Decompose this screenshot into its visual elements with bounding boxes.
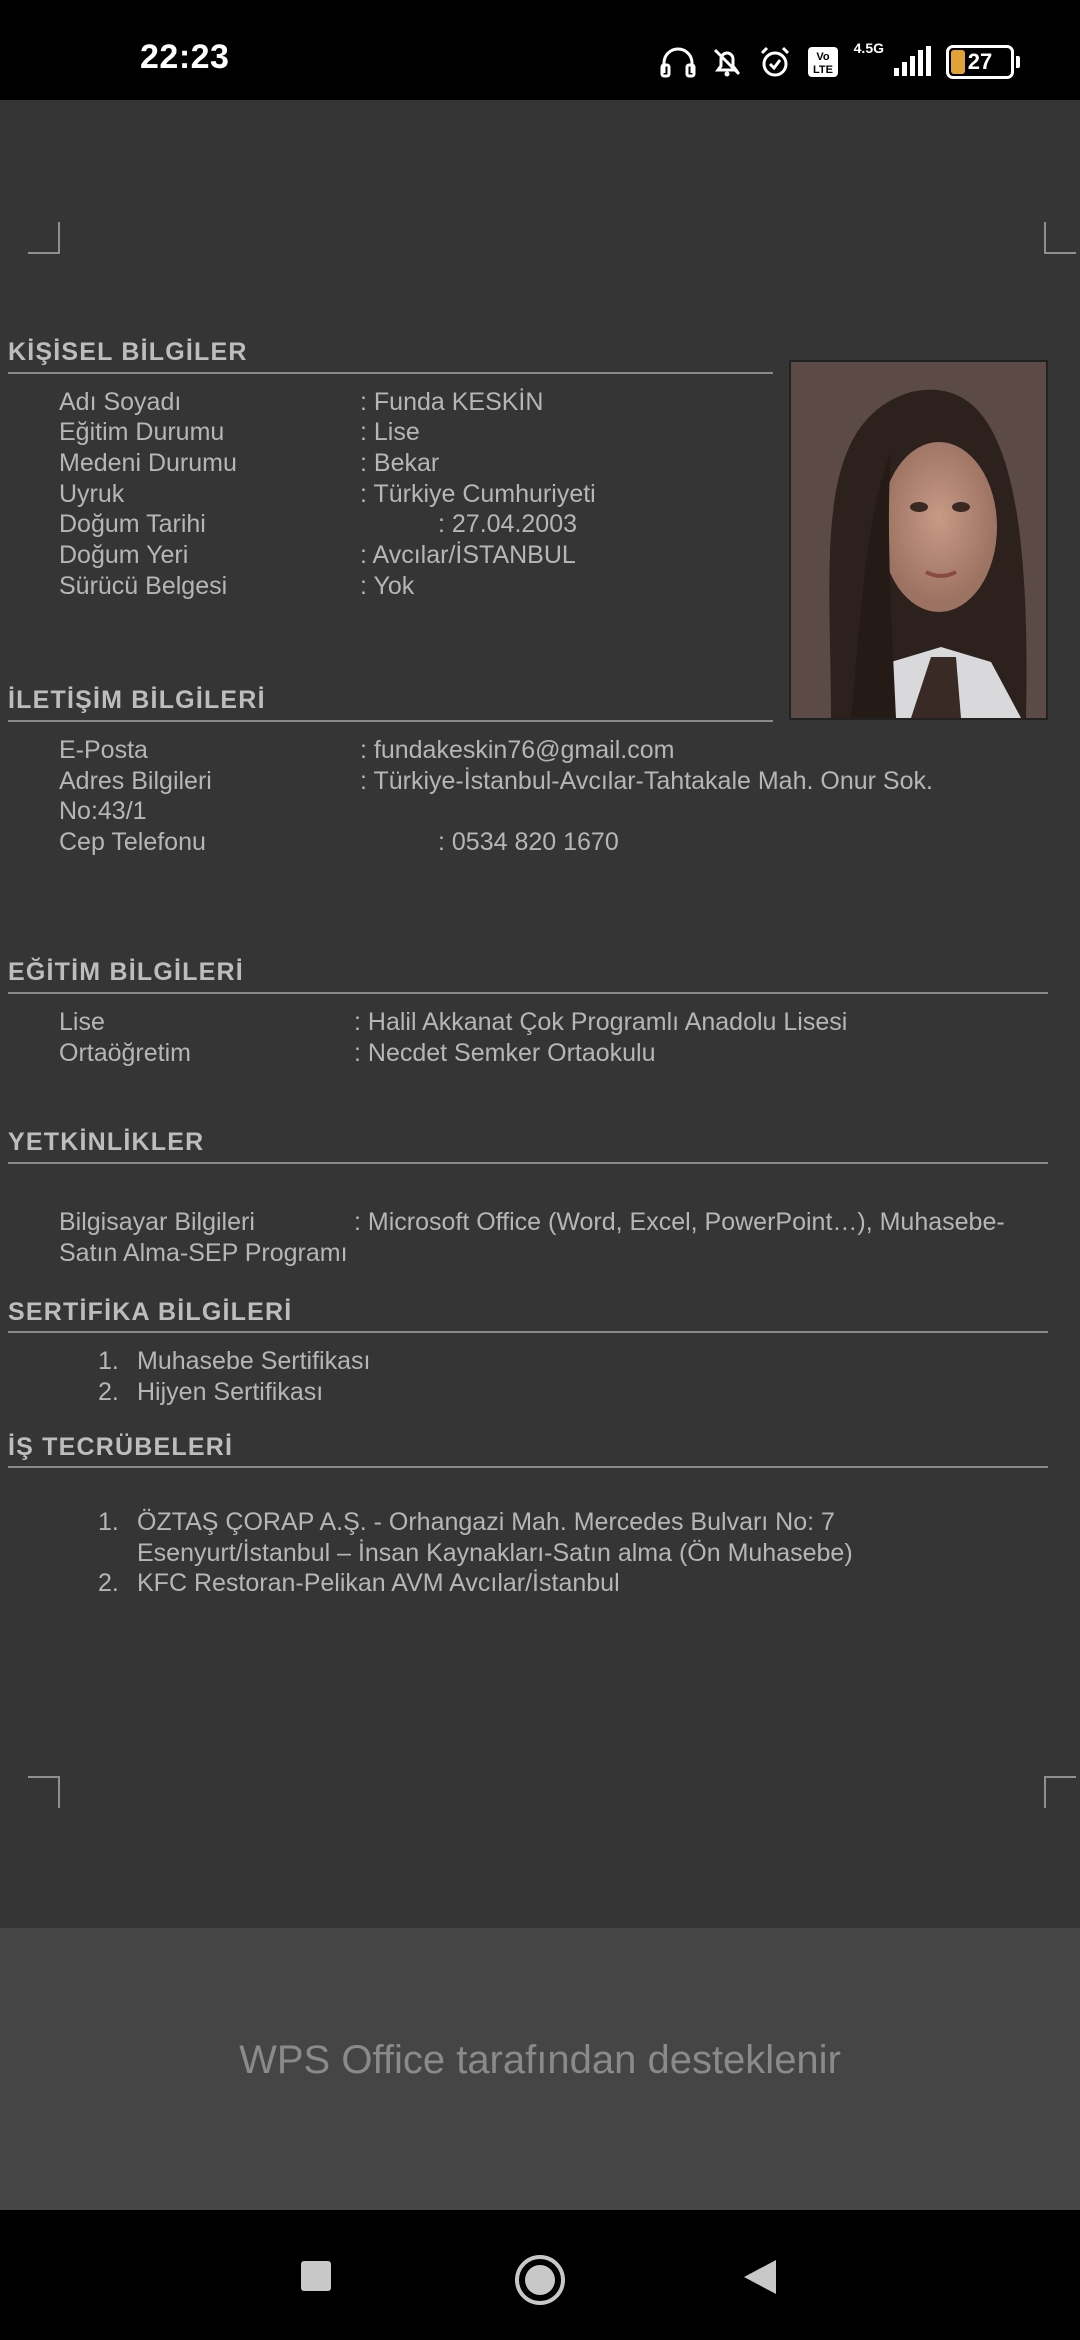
row-label: Eğitim Durumu: [59, 418, 225, 446]
list-number: 1.: [98, 1508, 119, 1536]
row-value: : 27.04.2003: [438, 510, 578, 538]
clock: 22:23: [140, 38, 230, 76]
row-value: : Microsoft Office (Word, Excel, PowerPoint…), Muhasebe-: [354, 1208, 1005, 1236]
email-value[interactable]: : fundakeskin76@gmail.com: [360, 736, 675, 764]
recents-square-icon[interactable]: [300, 2260, 332, 2297]
page-corner-mark: [1044, 222, 1076, 254]
profile-photo: [789, 360, 1048, 720]
system-nav-bar: [0, 2210, 1080, 2340]
section-rule: [8, 1331, 1048, 1333]
headset-icon: [660, 45, 696, 79]
network-type: 4.5G: [853, 40, 884, 56]
list-text: Esenyurt/İstanbul – İnsan Kaynakları-Satın alma (Ön Muhasebe): [137, 1539, 853, 1567]
section-rule: [8, 1162, 1048, 1164]
row-label: Lise: [59, 1008, 105, 1036]
alarm-icon: [758, 45, 792, 79]
list-number: 2.: [98, 1378, 119, 1406]
powered-by-text: WPS Office tarafından desteklenir: [239, 2038, 841, 2082]
list-number: 1.: [98, 1347, 119, 1375]
battery-level: 27: [967, 49, 993, 74]
section-rule: [8, 720, 773, 722]
document-page[interactable]: [0, 100, 1080, 1928]
row-label: Sürücü Belgesi: [59, 572, 228, 600]
row-label: Adı Soyadı: [59, 388, 182, 416]
skills-continuation: Satın Alma-SEP Programı: [59, 1239, 348, 1267]
section-rule: [8, 992, 1048, 994]
volte-icon: [806, 45, 840, 79]
row-label: Bilgisayar Bilgileri: [59, 1208, 255, 1236]
list-text: ÖZTAŞ ÇORAP A.Ş. - Orhangazi Mah. Mercedes Bulvarı No: 7: [137, 1508, 835, 1536]
row-value: : Türkiye-İstanbul-Avcılar-Tahtakale Mah. Onur Sok.: [360, 767, 933, 795]
status-bar: [0, 0, 1080, 100]
section-title-experience: İŞ TECRÜBELERİ: [8, 1433, 234, 1461]
home-circle-icon[interactable]: [513, 2253, 567, 2312]
section-title-education: EĞİTİM BİLGİLERİ: [8, 958, 244, 986]
row-value: : Türkiye Cumhuriyeti: [360, 480, 596, 508]
battery-icon: [946, 45, 1014, 79]
list-number: 2.: [98, 1569, 119, 1597]
row-value: : Yok: [360, 572, 415, 600]
list-text: Hijyen Sertifikası: [137, 1378, 324, 1406]
phone-value[interactable]: : 0534 820 1670: [438, 828, 619, 856]
row-label: Doğum Yeri: [59, 541, 189, 569]
section-rule: [8, 372, 773, 374]
section-title-personal: KİŞİSEL BİLGİLER: [8, 338, 248, 366]
section-title-certificates: SERTİFİKA BİLGİLERİ: [8, 1298, 293, 1326]
list-text: KFC Restoran-Pelikan AVM Avcılar/İstanbul: [137, 1569, 620, 1597]
row-value: : Avcılar/İSTANBUL: [360, 541, 576, 569]
page-corner-mark: [28, 222, 60, 254]
page-corner-mark: [1044, 1776, 1076, 1808]
row-label: Medeni Durumu: [59, 449, 237, 477]
back-triangle-icon[interactable]: [742, 2258, 778, 2301]
battery-tip: [1016, 56, 1020, 68]
row-value: : Necdet Semker Ortaokulu: [354, 1039, 656, 1067]
row-value: : Lise: [360, 418, 420, 446]
row-value: : Funda KESKİN: [360, 388, 544, 416]
section-rule: [8, 1466, 1048, 1468]
row-label: Ortaöğretim: [59, 1039, 191, 1067]
section-title-contact: İLETİŞİM BİLGİLERİ: [8, 686, 266, 714]
page-corner-mark: [28, 1776, 60, 1808]
row-label: Uyruk: [59, 480, 125, 508]
svg-text:Vo: Vo: [816, 51, 830, 63]
row-label: Doğum Tarihi: [59, 510, 206, 538]
row-label: Adres Bilgileri: [59, 767, 212, 795]
address-continuation: No:43/1: [59, 797, 147, 825]
row-value: : Halil Akkanat Çok Programlı Anadolu Lisesi: [354, 1008, 848, 1036]
status-icons: [660, 38, 1020, 86]
svg-text:LTE: LTE: [812, 64, 833, 76]
list-text: Muhasebe Sertifikası: [137, 1347, 371, 1375]
row-value: : Bekar: [360, 449, 440, 477]
section-title-skills: YETKİNLİKLER: [8, 1128, 205, 1156]
signal-icon: [892, 46, 932, 78]
wps-footer: [0, 1928, 1080, 2210]
row-label: Cep Telefonu: [59, 828, 206, 856]
bell-off-icon: [710, 45, 744, 79]
row-label: E-Posta: [59, 736, 148, 764]
